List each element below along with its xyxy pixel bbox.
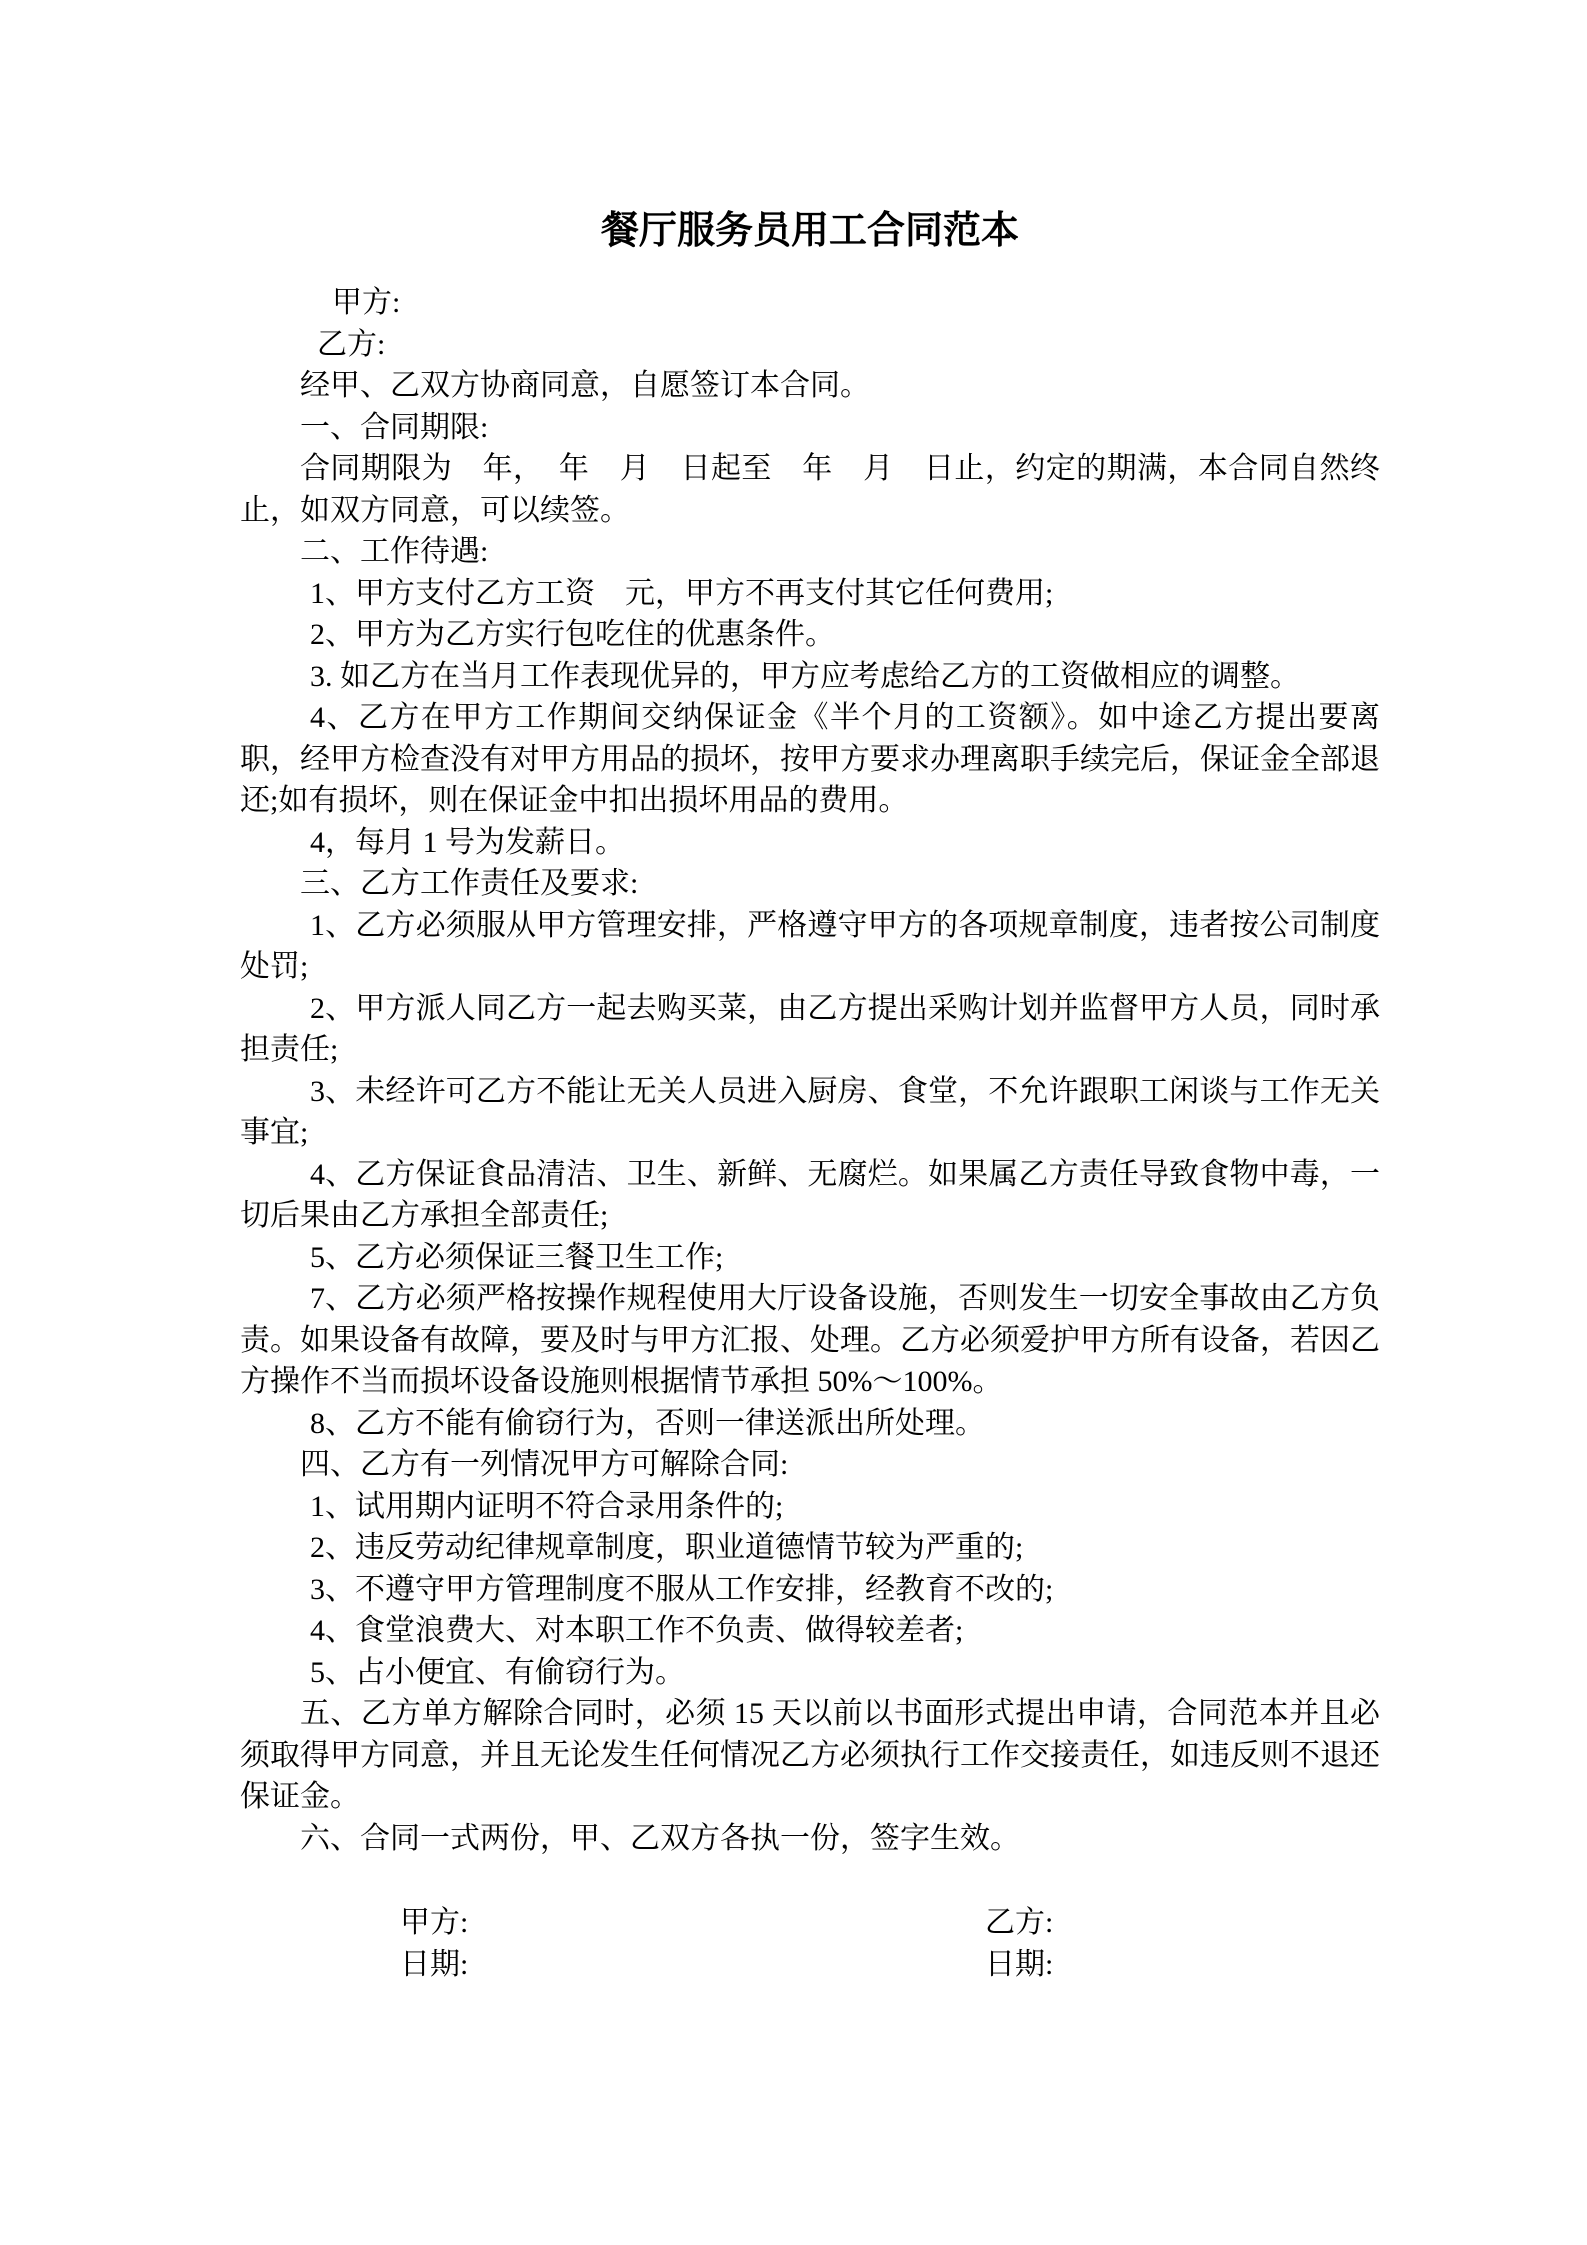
para-party-a-label: 甲方: bbox=[332, 286, 401, 319]
signature-parties-row bbox=[240, 1902, 1380, 1944]
signature-block bbox=[240, 1902, 1380, 1985]
signature-party-a-label: 甲方: bbox=[400, 1906, 469, 1939]
signature-party-b-label: 乙方: bbox=[985, 1906, 1054, 1939]
para-intro: 经甲、乙双方协商同意，自愿签订本合同。 bbox=[300, 369, 870, 402]
item-4-5-petty-theft: 5、占小便宜、有偷窃行为。 bbox=[310, 1655, 685, 1689]
item-3-2-purchasing: 2、甲方派人同乙方一起去购买菜，由乙方提出采购计划并监督甲方人员，同时承担责任; bbox=[240, 991, 1380, 1066]
section-1-heading: 一、合同期限: bbox=[300, 410, 489, 444]
item-2-4-deposit: 4、乙方在甲方工作期间交纳保证金《半个月的工资额》。如中途乙方提出要离职，经甲方检查没有对甲方用品的损坏，按甲方要求办理离职手续完后，保证金全部退还;如有损坏，则在保证金中扣出损坏用品的费用。 bbox=[240, 701, 1380, 817]
item-4-1-probation: 1、试用期内证明不符合录用条件的; bbox=[310, 1489, 784, 1523]
item-2-2-board-lodging: 2、甲方为乙方实行包吃住的优惠条件。 bbox=[310, 618, 835, 651]
section-5-termination: 五、乙方单方解除合同时，必须 15 天以前以书面形式提出申请，合同范本并且必须取得甲方同意，并且无论发生任何情况乙方必须执行工作交接责任，如违反则不退还保证金。 bbox=[240, 1697, 1380, 1813]
item-2-1-salary: 1、甲方支付乙方工资 元，甲方不再支付其它任何费用; bbox=[310, 576, 1054, 610]
item-3-4-food-safety: 4、乙方保证食品清洁、卫生、新鲜、无腐烂。如果属乙方责任导致食物中毒，一切后果由乙方承担全部责任; bbox=[240, 1157, 1380, 1232]
item-3-8-no-theft: 8、乙方不能有偷窃行为，否则一律送派出所处理。 bbox=[310, 1406, 985, 1440]
item-4-2-discipline: 2、违反劳动纪律规章制度，职业道德情节较为严重的; bbox=[310, 1531, 1024, 1564]
section-6-copies: 六、合同一式两份，甲、乙双方各执一份，签字生效。 bbox=[300, 1821, 1020, 1855]
item-3-3-no-strangers: 3、未经许可乙方不能让无关人员进入厨房、食堂，不允许跟职工闲谈与工作无关事宜; bbox=[240, 1074, 1380, 1149]
document-title: 餐厅服务员用工合同范本 bbox=[600, 210, 1019, 252]
item-3-5-meal-hygiene: 5、乙方必须保证三餐卫生工作; bbox=[310, 1240, 724, 1274]
item-2-4b-payday: 4，每月 1 号为发薪日。 bbox=[310, 825, 625, 859]
section-3-heading: 三、乙方工作责任及要求: bbox=[300, 867, 639, 900]
item-2-3-salary-adjust: 3. 如乙方在当月工作表现优异的，甲方应考虑给乙方的工资做相应的调整。 bbox=[310, 659, 1300, 693]
item-4-4-waste: 4、食堂浪费大、对本职工作不负责、做得较差者; bbox=[310, 1614, 964, 1647]
item-4-3-disobedience: 3、不遵守甲方管理制度不服从工作安排，经教育不改的; bbox=[310, 1572, 1054, 1606]
item-3-1-obey-rules: 1、乙方必须服从甲方管理安排，严格遵守甲方的各项规章制度，违者按公司制度处罚; bbox=[240, 908, 1380, 983]
signature-dates-row bbox=[240, 1944, 1380, 1986]
document-body bbox=[240, 282, 1380, 1859]
signature-date-a-label: 日期: bbox=[400, 1947, 469, 1981]
signature-date-b-label: 日期: bbox=[985, 1947, 1054, 1981]
para-party-b-label: 乙方: bbox=[317, 327, 386, 361]
section-2-heading: 二、工作待遇: bbox=[300, 535, 489, 568]
section-4-heading: 四、乙方有一列情况甲方可解除合同: bbox=[300, 1448, 789, 1481]
clause-contract-term: 合同期限为 年， 年 月 日起至 年 月 日止，约定的期满，本合同自然终止，如双方同意，可以续签。 bbox=[240, 452, 1380, 527]
item-3-7-equipment: 7、乙方必须严格按操作规程使用大厅设备设施，否则发生一切安全事故由乙方负责。如果设备有故障，要及时与甲方汇报、处理。乙方必须爱护甲方所有设备，若因乙方操作不当而损坏设备设施则根据情节承担 50%～100%。 bbox=[240, 1282, 1380, 1398]
